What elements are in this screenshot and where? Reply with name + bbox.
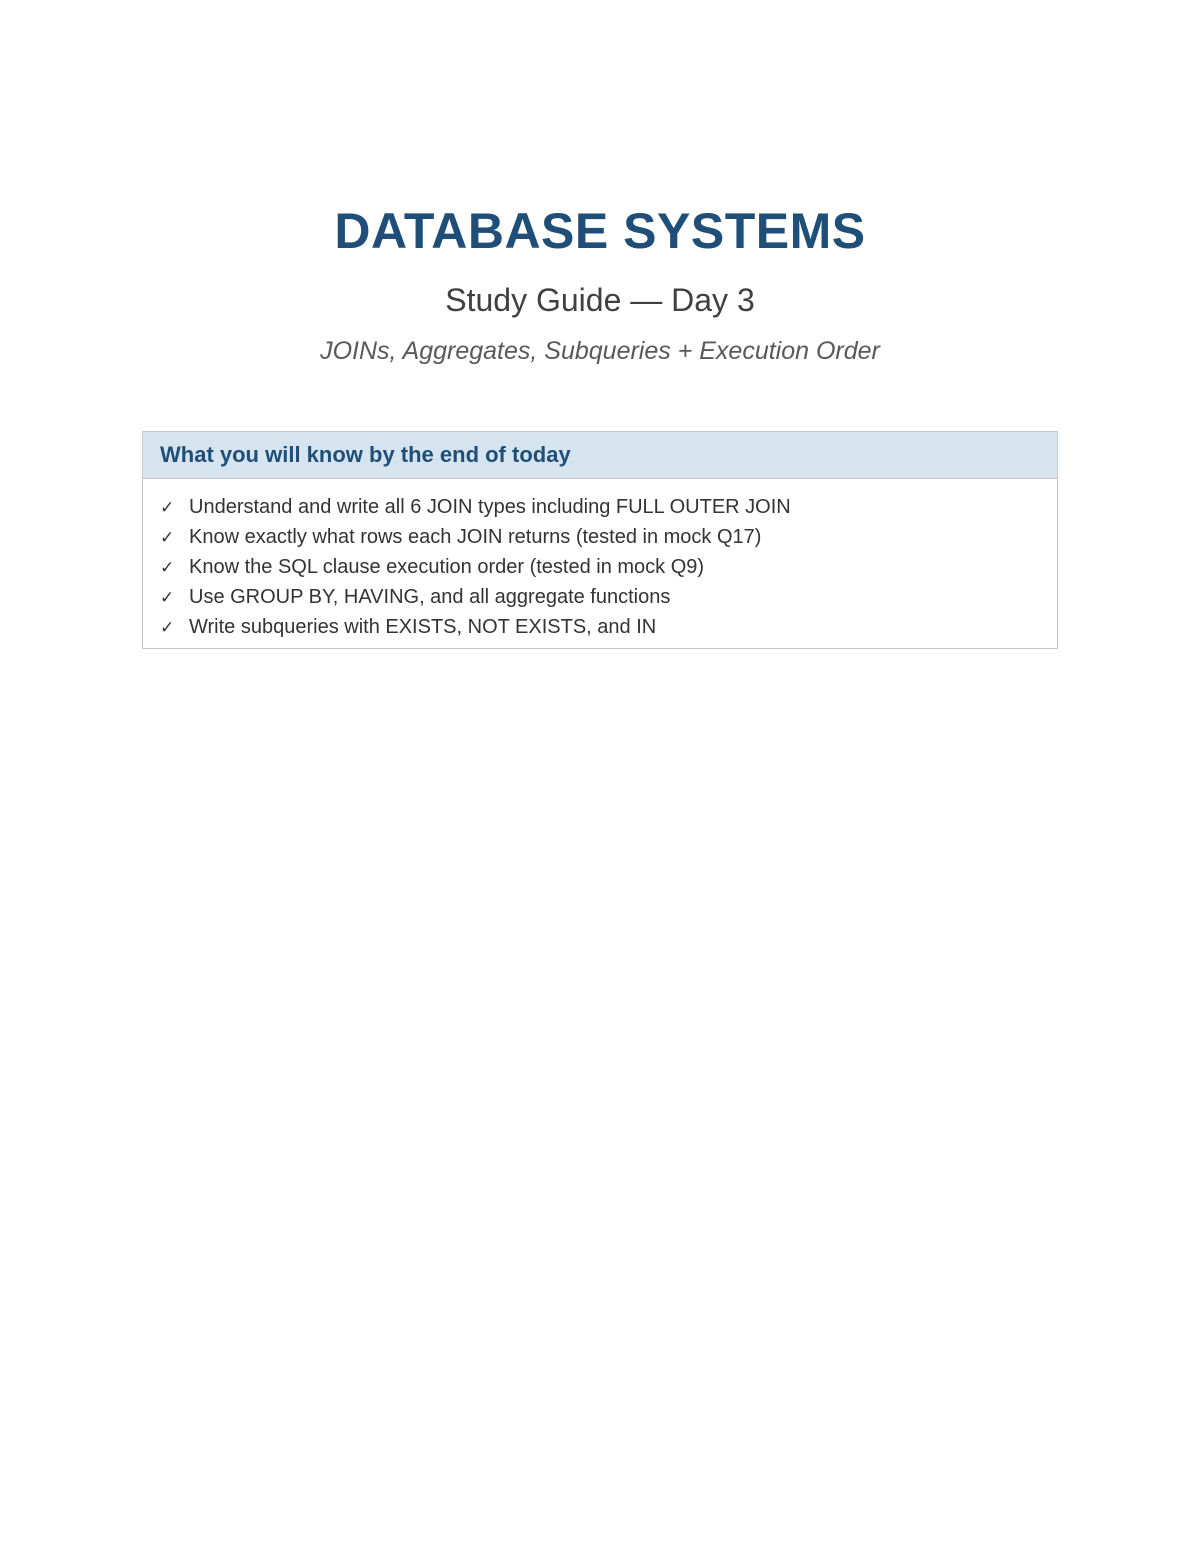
learning-objectives-heading: What you will know by the end of today: [143, 432, 1057, 479]
objective-text: Know exactly what rows each JOIN returns (tested in mock Q17): [189, 526, 762, 548]
checkmark-icon: ✓: [160, 618, 175, 638]
learning-objectives-box: [142, 431, 1058, 649]
objective-item: [160, 583, 1057, 613]
objective-text: Use GROUP BY, HAVING, and all aggregate functions: [189, 586, 671, 608]
checkmark-icon: ✓: [160, 558, 175, 578]
objective-item: [160, 523, 1057, 553]
document-title: DATABASE SYSTEMS: [334, 203, 866, 259]
objective-text: Understand and write all 6 JOIN types including FULL OUTER JOIN: [189, 496, 791, 518]
objective-item: [160, 613, 1057, 643]
document-tagline: JOINs, Aggregates, Subqueries + Execution Order: [320, 337, 880, 365]
learning-objectives-list: [143, 479, 1057, 643]
checkmark-icon: ✓: [160, 528, 175, 548]
objective-text: Know the SQL clause execution order (tested in mock Q9): [189, 556, 705, 578]
checkmark-icon: ✓: [160, 588, 175, 608]
checkmark-icon: ✓: [160, 498, 175, 518]
objective-item: [160, 493, 1057, 523]
objective-text: Write subqueries with EXISTS, NOT EXISTS, and IN: [189, 616, 657, 638]
document-subtitle: Study Guide — Day 3: [445, 282, 755, 318]
objective-item: [160, 553, 1057, 583]
